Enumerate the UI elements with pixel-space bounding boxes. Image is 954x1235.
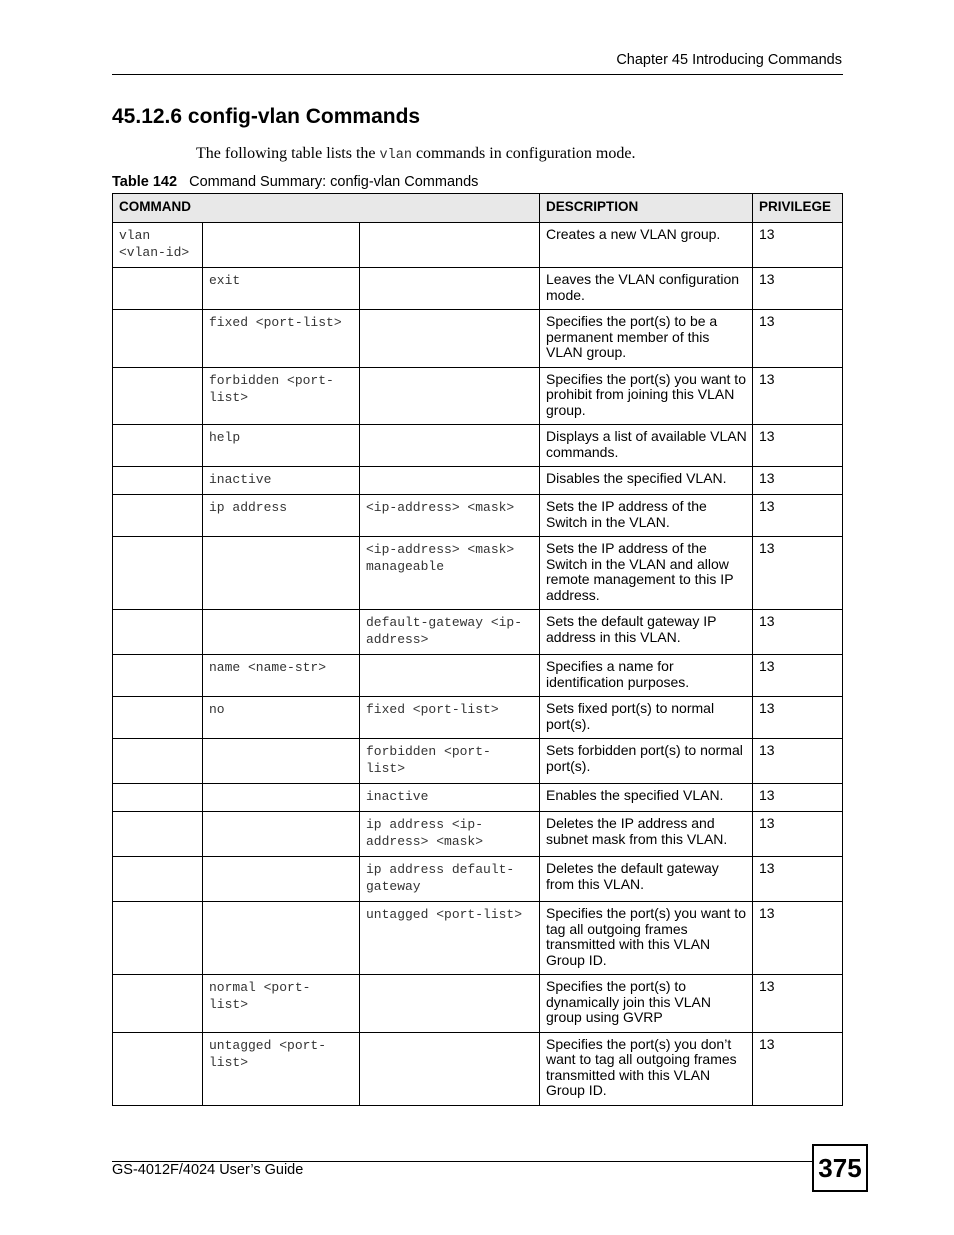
privilege-cell: 13	[753, 425, 843, 467]
description-cell: Sets forbidden port(s) to normal port(s).	[540, 739, 753, 784]
command-col3-cell: forbidden <port- list>	[360, 739, 540, 784]
privilege-cell: 13	[753, 223, 843, 268]
command-col2-cell: ip address	[203, 495, 360, 537]
table-row	[113, 467, 843, 495]
command-col2-cell	[203, 784, 360, 812]
command-col1-cell	[113, 812, 203, 857]
privilege-cell: 13	[753, 697, 843, 739]
header-privilege: PRIVILEGE	[753, 194, 843, 223]
privilege-cell: 13	[753, 268, 843, 310]
table-header-row	[113, 194, 843, 223]
table-caption	[112, 174, 478, 190]
description-cell: Sets fixed port(s) to normal port(s).	[540, 697, 753, 739]
privilege-cell: 13	[753, 655, 843, 697]
command-col3-cell	[360, 467, 540, 495]
command-col1-cell	[113, 425, 203, 467]
privilege-cell: 13	[753, 975, 843, 1033]
command-col3-cell	[360, 425, 540, 467]
intro-text-after: commands in configuration mode.	[411, 145, 636, 162]
privilege-cell: 13	[753, 1032, 843, 1105]
command-col1-cell	[113, 610, 203, 655]
command-col1-cell	[113, 1032, 203, 1105]
header-command: COMMAND	[113, 194, 540, 223]
description-cell: Sets the IP address of the Switch in the VLAN.	[540, 495, 753, 537]
command-col3-cell: ip address default- gateway	[360, 857, 540, 902]
table-row	[113, 1032, 843, 1105]
table-row	[113, 975, 843, 1033]
command-col1-cell	[113, 902, 203, 975]
table-row	[113, 610, 843, 655]
command-col1-cell	[113, 655, 203, 697]
description-cell: Sets the IP address of the Switch in the VLAN and allow remote management to this IP address.	[540, 537, 753, 610]
command-col1-cell	[113, 367, 203, 425]
command-col1-cell	[113, 739, 203, 784]
command-col2-cell	[203, 902, 360, 975]
section-title: 45.12.6 config-vlan Commands	[112, 105, 421, 128]
command-col2-cell: name <name-str>	[203, 655, 360, 697]
command-col2-cell: inactive	[203, 467, 360, 495]
table-row	[113, 697, 843, 739]
privilege-cell: 13	[753, 857, 843, 902]
command-col3-cell: <ip-address> <mask>	[360, 495, 540, 537]
table-caption-label: Table 142	[112, 174, 178, 190]
privilege-cell: 13	[753, 739, 843, 784]
header-description: DESCRIPTION	[540, 194, 753, 223]
description-cell: Specifies the port(s) you want to prohibit from joining this VLAN group.	[540, 367, 753, 425]
description-cell: Specifies the port(s) to be a permanent member of this VLAN group.	[540, 310, 753, 368]
description-cell: Creates a new VLAN group.	[540, 223, 753, 268]
table-row	[113, 902, 843, 975]
command-col2-cell: help	[203, 425, 360, 467]
command-col2-cell: normal <port- list>	[203, 975, 360, 1033]
command-col3-cell	[360, 223, 540, 268]
privilege-cell: 13	[753, 784, 843, 812]
privilege-cell: 13	[753, 902, 843, 975]
command-col2-cell	[203, 812, 360, 857]
table-row	[113, 784, 843, 812]
privilege-cell: 13	[753, 495, 843, 537]
command-col3-cell: untagged <port-list>	[360, 902, 540, 975]
description-cell: Deletes the default gateway from this VLAN.	[540, 857, 753, 902]
table-row	[113, 367, 843, 425]
command-col1-cell	[113, 697, 203, 739]
command-col1-cell: vlan <vlan-id>	[113, 223, 203, 268]
command-summary-table	[112, 193, 843, 1106]
privilege-cell: 13	[753, 610, 843, 655]
table-row	[113, 425, 843, 467]
command-col1-cell	[113, 467, 203, 495]
command-col3-cell	[360, 1032, 540, 1105]
command-col2-cell: exit	[203, 268, 360, 310]
table-row	[113, 310, 843, 368]
command-col3-cell: fixed <port-list>	[360, 697, 540, 739]
table-row	[113, 857, 843, 902]
command-col1-cell	[113, 784, 203, 812]
table-row	[113, 223, 843, 268]
command-col2-cell: no	[203, 697, 360, 739]
command-col3-cell: inactive	[360, 784, 540, 812]
command-col3-cell	[360, 367, 540, 425]
command-col1-cell	[113, 310, 203, 368]
description-cell: Specifies the port(s) you want to tag all outgoing frames transmitted with this VLAN Group ID.	[540, 902, 753, 975]
command-col3-cell	[360, 310, 540, 368]
privilege-cell: 13	[753, 310, 843, 368]
command-col2-cell	[203, 223, 360, 268]
command-col3-cell: default-gateway <ip- address>	[360, 610, 540, 655]
table-body	[113, 223, 843, 1106]
command-col2-cell	[203, 537, 360, 610]
command-col2-cell	[203, 739, 360, 784]
command-col1-cell	[113, 268, 203, 310]
command-col2-cell: fixed <port-list>	[203, 310, 360, 368]
command-col1-cell	[113, 975, 203, 1033]
description-cell: Enables the specified VLAN.	[540, 784, 753, 812]
intro-paragraph	[196, 145, 635, 163]
description-cell: Displays a list of available VLAN commands.	[540, 425, 753, 467]
command-col2-cell	[203, 610, 360, 655]
command-col3-cell: <ip-address> <mask> manageable	[360, 537, 540, 610]
privilege-cell: 13	[753, 367, 843, 425]
table-caption-text: Command Summary: config-vlan Commands	[177, 174, 479, 190]
description-cell: Specifies a name for identification purposes.	[540, 655, 753, 697]
privilege-cell: 13	[753, 467, 843, 495]
table-row	[113, 739, 843, 784]
table-row	[113, 812, 843, 857]
description-cell: Disables the specified VLAN.	[540, 467, 753, 495]
command-col3-cell	[360, 655, 540, 697]
intro-code: vlan	[379, 148, 412, 163]
command-col1-cell	[113, 857, 203, 902]
privilege-cell: 13	[753, 812, 843, 857]
page-number: 375	[812, 1144, 868, 1192]
description-cell: Deletes the IP address and subnet mask from this VLAN.	[540, 812, 753, 857]
table-row	[113, 537, 843, 610]
guide-title: GS-4012F/4024 User’s Guide	[112, 1162, 304, 1178]
table-row	[113, 495, 843, 537]
intro-text-before: The following table lists the	[196, 145, 380, 162]
header-rule	[112, 74, 843, 75]
command-col2-cell: forbidden <port- list>	[203, 367, 360, 425]
description-cell: Leaves the VLAN configuration mode.	[540, 268, 753, 310]
description-cell: Specifies the port(s) you don’t want to tag all outgoing frames transmitted with this VLAN Group ID.	[540, 1032, 753, 1105]
command-col3-cell	[360, 268, 540, 310]
command-col3-cell: ip address <ip- address> <mask>	[360, 812, 540, 857]
table-row	[113, 655, 843, 697]
command-col1-cell	[113, 495, 203, 537]
command-col1-cell	[113, 537, 203, 610]
command-col2-cell: untagged <port- list>	[203, 1032, 360, 1105]
command-col2-cell	[203, 857, 360, 902]
chapter-header: Chapter 45 Introducing Commands	[616, 52, 842, 68]
command-col3-cell	[360, 975, 540, 1033]
privilege-cell: 13	[753, 537, 843, 610]
description-cell: Specifies the port(s) to dynamically join this VLAN group using GVRP	[540, 975, 753, 1033]
description-cell: Sets the default gateway IP address in this VLAN.	[540, 610, 753, 655]
table-row	[113, 268, 843, 310]
